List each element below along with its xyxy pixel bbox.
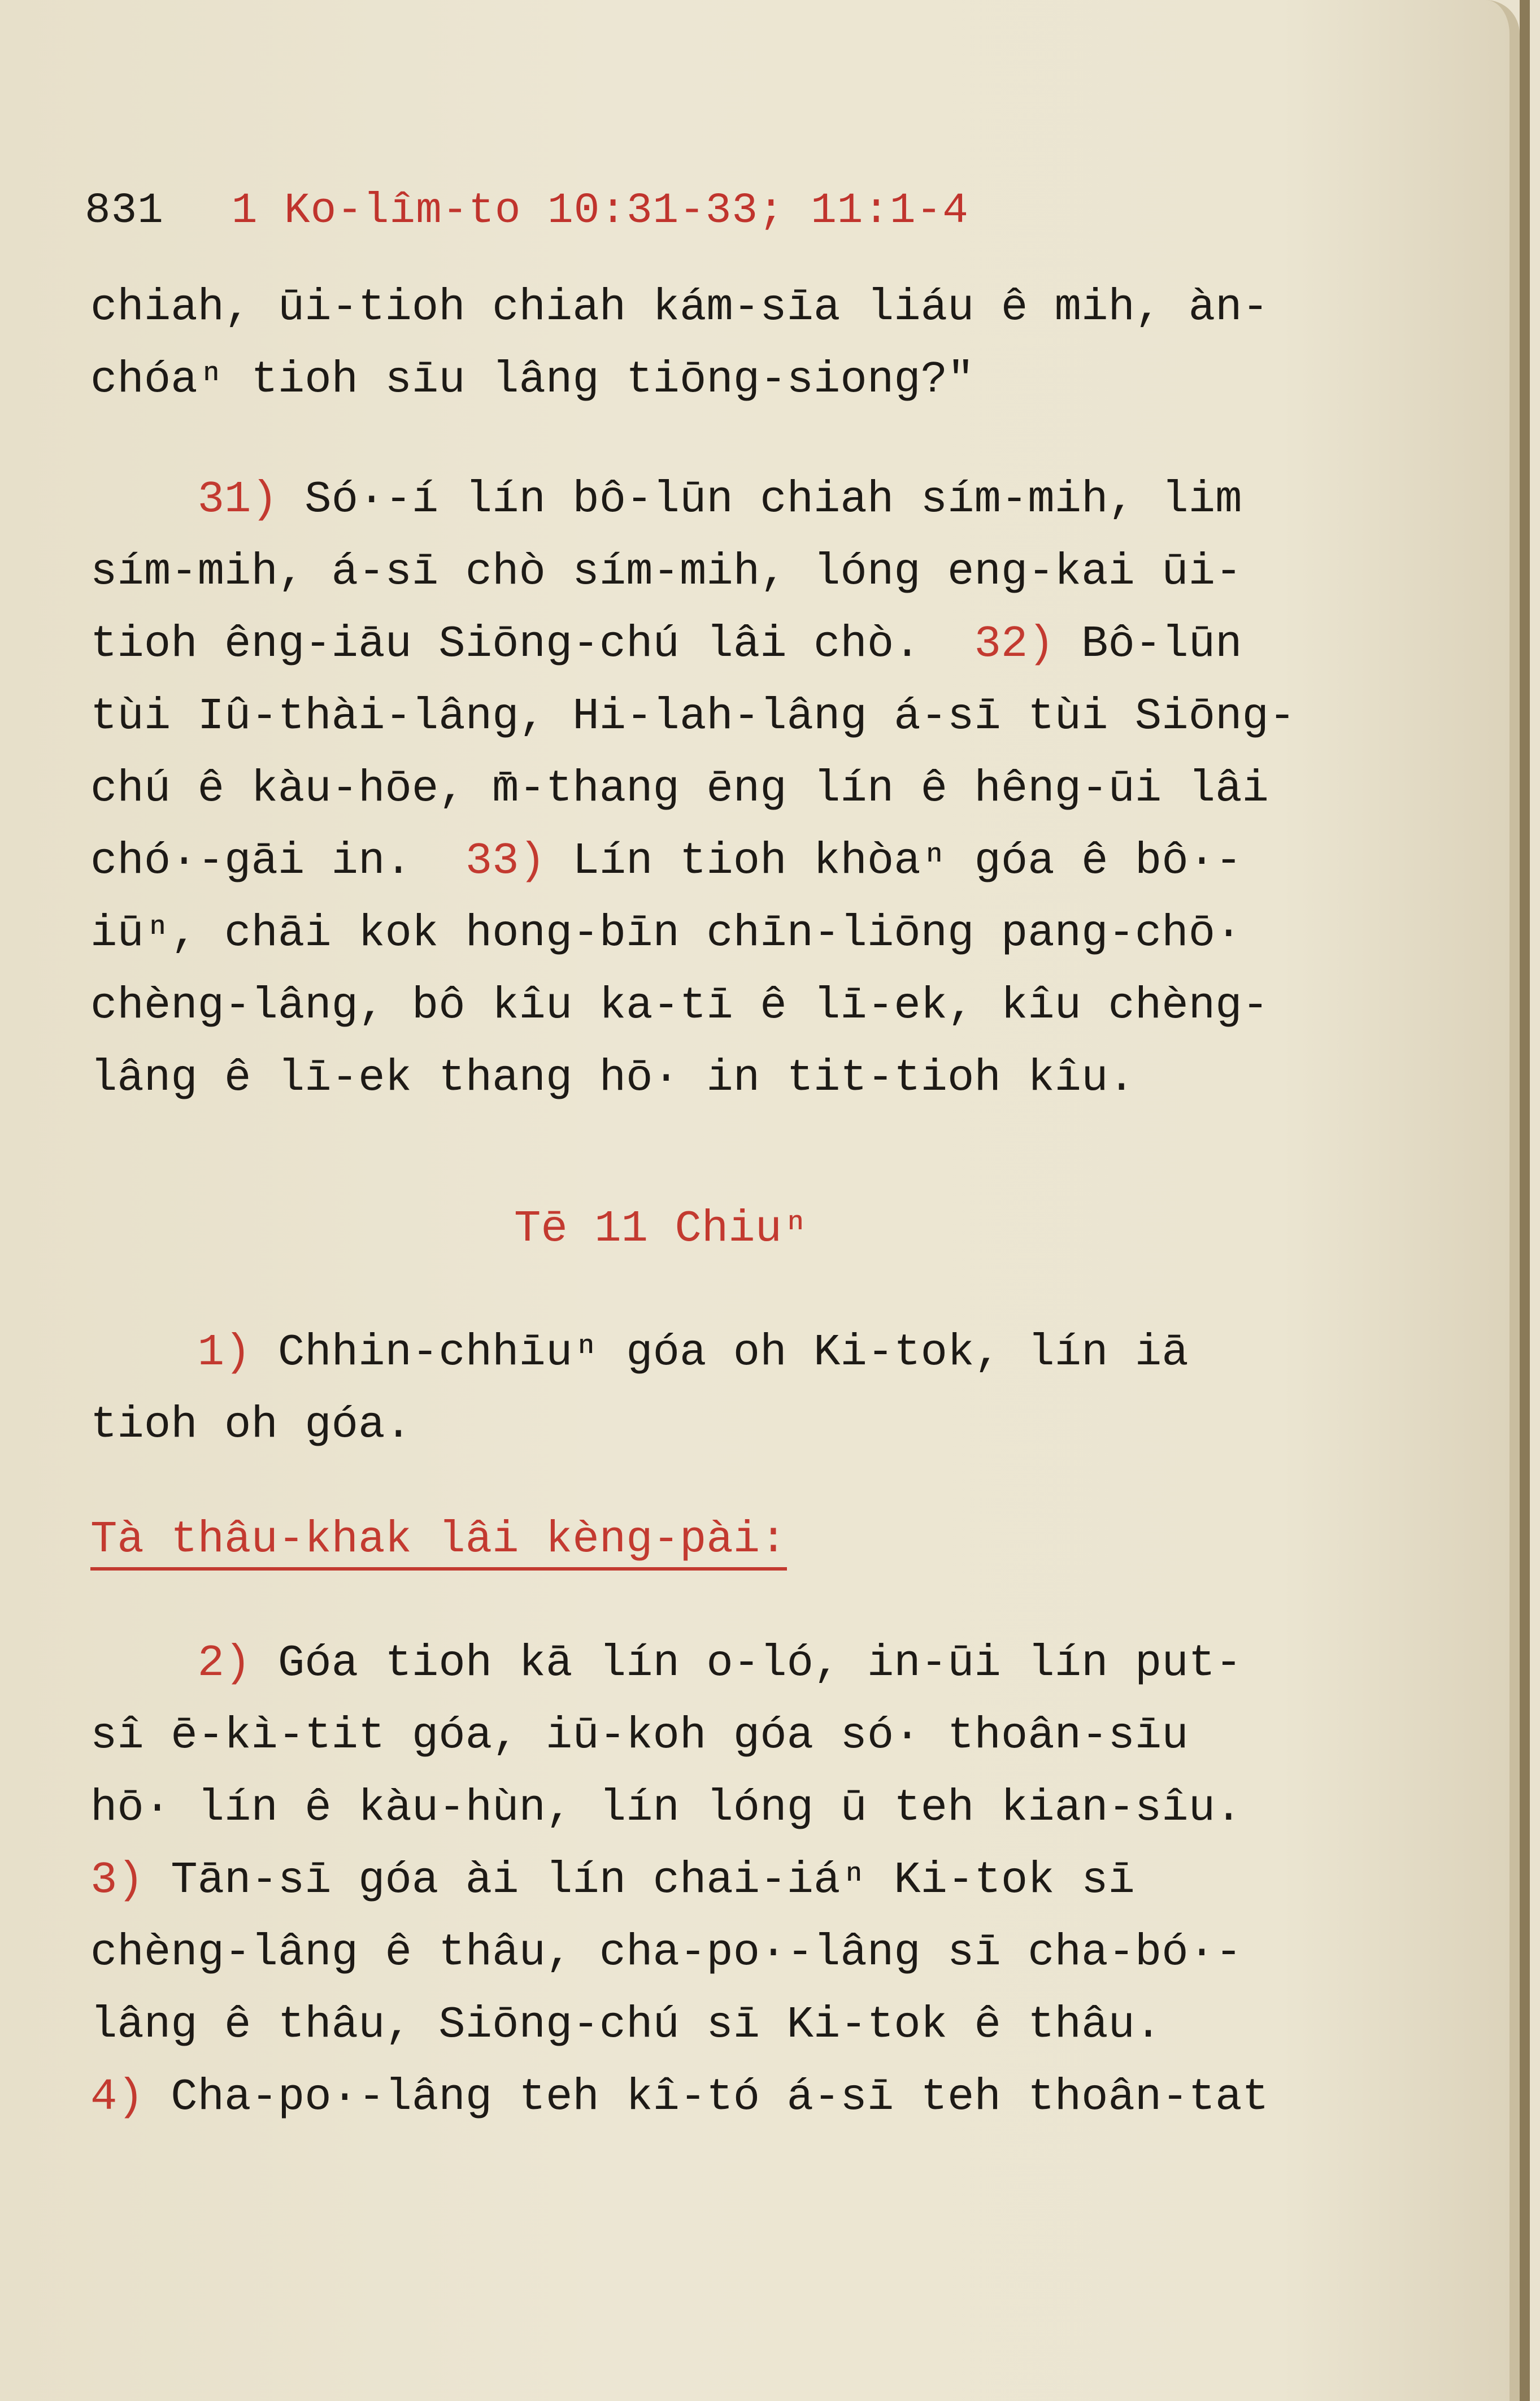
verse-number: 4) xyxy=(90,2072,144,2122)
text-line: sî ē-kì-tit góa, iū-koh góa só· thoân-sīu xyxy=(90,1710,1189,1761)
paragraph-continuation xyxy=(90,271,1446,416)
page-header xyxy=(85,186,969,235)
chapter-heading: Tē 11 Chiuⁿ xyxy=(514,1203,809,1254)
text-line: tioh oh góa. xyxy=(90,1399,412,1450)
paragraph-verses-31-33 xyxy=(90,463,1446,1114)
text-line: tùi Iû-thài-lâng, Hi-lah-lâng á-sī tùi Siōng- xyxy=(90,691,1296,742)
section-title: Tà thâu-khak lâi kèng-pài: xyxy=(90,1514,787,1571)
text-line: tioh êng-iāu Siōng-chú lâi chò. 32) Bô-lūn xyxy=(90,619,1242,669)
text-line: chó·-gāi in. 33) Lín tioh khòaⁿ góa ê bô·- xyxy=(90,836,1242,886)
verse-number: 1) xyxy=(197,1327,251,1378)
text-line: lâng ê lī-ek thang hō· in tit-tioh kîu. xyxy=(90,1052,1135,1103)
paragraph-verses-2-4 xyxy=(90,1627,1446,2133)
verse-number: 2) xyxy=(197,1638,251,1689)
page-number: 831 xyxy=(85,186,164,235)
text-line: iūⁿ, chāi kok hong-bīn chīn-liōng pang-chō· xyxy=(90,908,1242,959)
verse-number: 3) xyxy=(90,1855,144,1906)
text-line: hō· lín ê kàu-hùn, lín lóng ū teh kian-sîu. xyxy=(90,1782,1242,1833)
text-line: 3) Tān-sī góa ài lín chai-iáⁿ Ki-tok sī xyxy=(90,1855,1135,1906)
text-line: chiah, ūi-tioh chiah kám-sīa liáu ê mih, àn- xyxy=(90,282,1269,333)
text-line: chóaⁿ tioh sīu lâng tiōng-siong?" xyxy=(90,354,975,405)
text-line: 2) Góa tioh kā lín o-ló, in-ūi lín put- xyxy=(197,1638,1242,1689)
text-line: 31) Só·-í lín bô-lūn chiah sím-mih, lim xyxy=(197,474,1242,525)
verse-number: 32) xyxy=(974,619,1055,669)
text-line: chèng-lâng ê thâu, cha-po·-lâng sī cha-bó·- xyxy=(90,1927,1242,1978)
paragraph-verse-1 xyxy=(90,1316,1446,1461)
verse-number: 31) xyxy=(197,474,278,525)
text-line: sím-mih, á-sī chò sím-mih, lóng eng-kai ūi- xyxy=(90,546,1242,597)
text-line: lâng ê thâu, Siōng-chú sī Ki-tok ê thâu. xyxy=(90,1999,1162,2050)
verse-number: 33) xyxy=(465,836,546,886)
text-line: 4) Cha-po·-lâng teh kî-tó á-sī teh thoân-tat xyxy=(90,2072,1269,2122)
chapter-reference: 1 Ko-lîm-to 10:31-33; 11:1-4 xyxy=(231,186,969,235)
text-line: chèng-lâng, bô kîu ka-tī ê lī-ek, kîu chèng- xyxy=(90,980,1269,1031)
text-line: chú ê kàu-hōe, m̄-thang ēng lín ê hêng-ūi lâi xyxy=(90,763,1269,814)
text-line: 1) Chhin-chhīuⁿ góa oh Ki-tok, lín iā xyxy=(197,1327,1189,1378)
